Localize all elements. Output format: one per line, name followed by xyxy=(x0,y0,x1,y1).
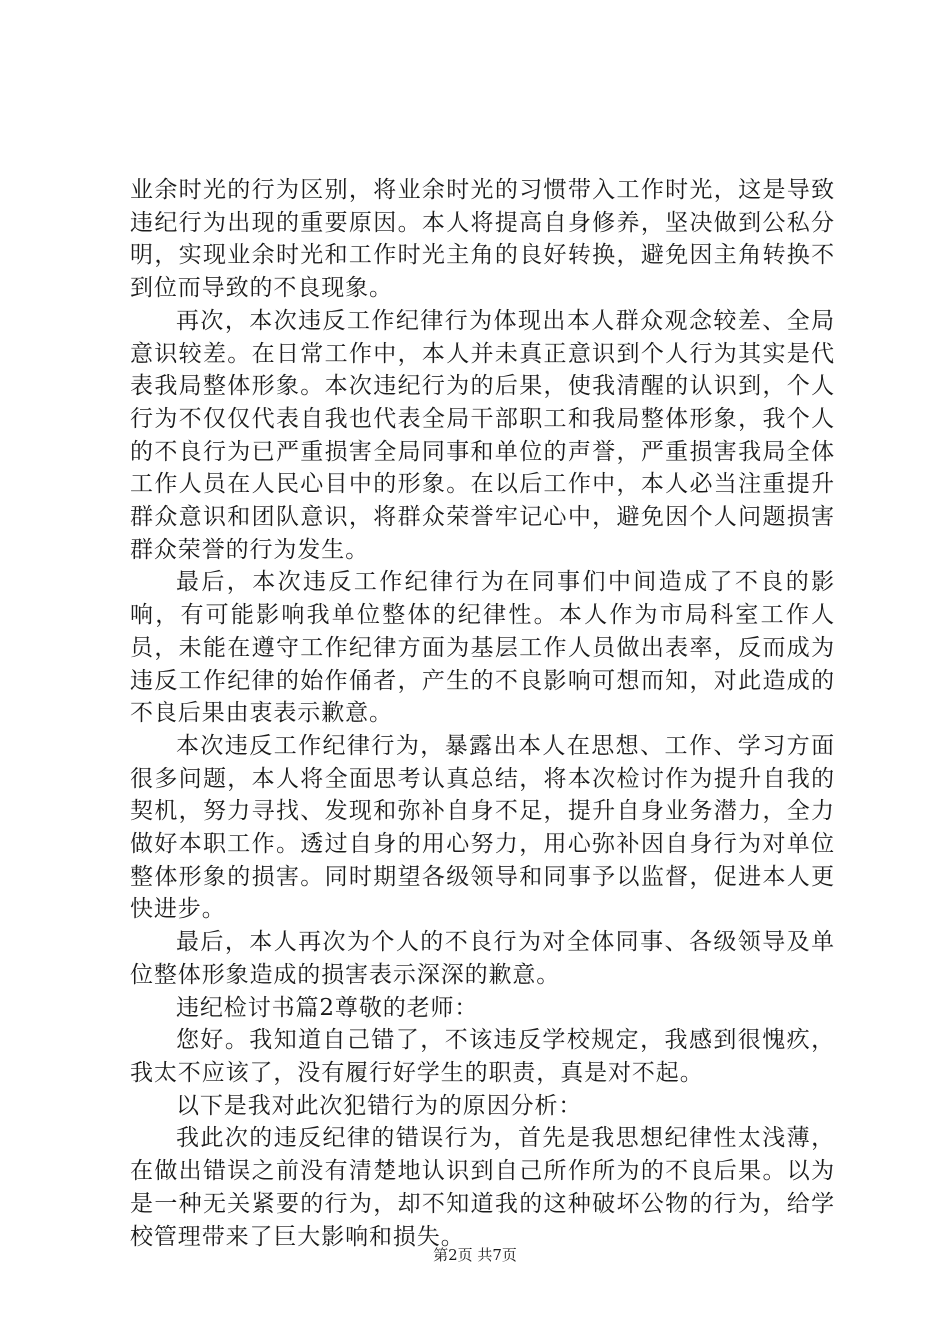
paragraph: 您好。我知道自己错了，不该违反学校规定，我感到很愧疚，我太不应该了，没有履行好学生的职责，真是对不起。 xyxy=(130,1027,835,1086)
paragraph: 业余时光的行为区别，将业余时光的习惯带入工作时光，这是导致违纪行为出现的重要原因。本人将提高自身修养，坚决做到公私分明，实现业余时光和工作时光主角的良好转换，避免因主角转换不到位而导致的不良现象。 xyxy=(130,177,835,302)
paragraph: 再次，本次违反工作纪律行为体现出本人群众观念较差、全局意识较差。在日常工作中，本人并未真正意识到个人行为其实是代表我局整体形象。本次违纪行为的后果，使我清醒的认识到，个人行为不仅仅代表自我也代表全局干部职工和我局整体形象，我个人的不良行为已严重损害全局同事和单位的声誉，严重损害我局全体工作人员在人民心目中的形象。在以后工作中，本人必当注重提升群众意识和团队意识，将群众荣誉牢记心中，避免因个人问题损害群众荣誉的行为发生。 xyxy=(130,307,835,563)
section-heading: 违纪检讨书篇2尊敬的老师： xyxy=(176,994,479,1021)
paragraph: 以下是我对此次犯错行为的原因分析： xyxy=(176,1092,583,1119)
document-body xyxy=(130,174,835,1253)
paragraph: 最后，本人再次为个人的不良行为对全体同事、各级领导及单位整体形象造成的损害表示深深的歉意。 xyxy=(130,929,835,988)
paragraph: 最后，本次违反工作纪律行为在同事们中间造成了不良的影响，有可能影响我单位整体的纪律性。本人作为市局科室工作人员，未能在遵守工作纪律方面为基层工作人员做出表率，反而成为违反工作纪律的始作俑者，产生的不良影响可想而知，对此造成的不良后果由衷表示歉意。 xyxy=(130,569,835,727)
paragraph: 我此次的违反纪律的错误行为，首先是我思想纪律性太浅薄，在做出错误之前没有清楚地认识到自己所作所为的不良后果。以为是一种无关紧要的行为，却不知道我的这种破坏公物的行为，给学校管理带来了巨大影响和损失。 xyxy=(130,1125,835,1250)
page-number-footer: 第2页 共7页 xyxy=(433,1246,517,1264)
paragraph: 本次违反工作纪律行为，暴露出本人在思想、工作、学习方面很多问题，本人将全面思考认真总结，将本次检讨作为提升自我的契机，努力寻找、发现和弥补自身不足，提升自身业务潜力，全力做好本职工作。透过自身的用心努力，用心弥补因自身行为对单位整体形象的损害。同时期望各级领导和同事予以监督，促进本人更快进步。 xyxy=(130,732,835,923)
